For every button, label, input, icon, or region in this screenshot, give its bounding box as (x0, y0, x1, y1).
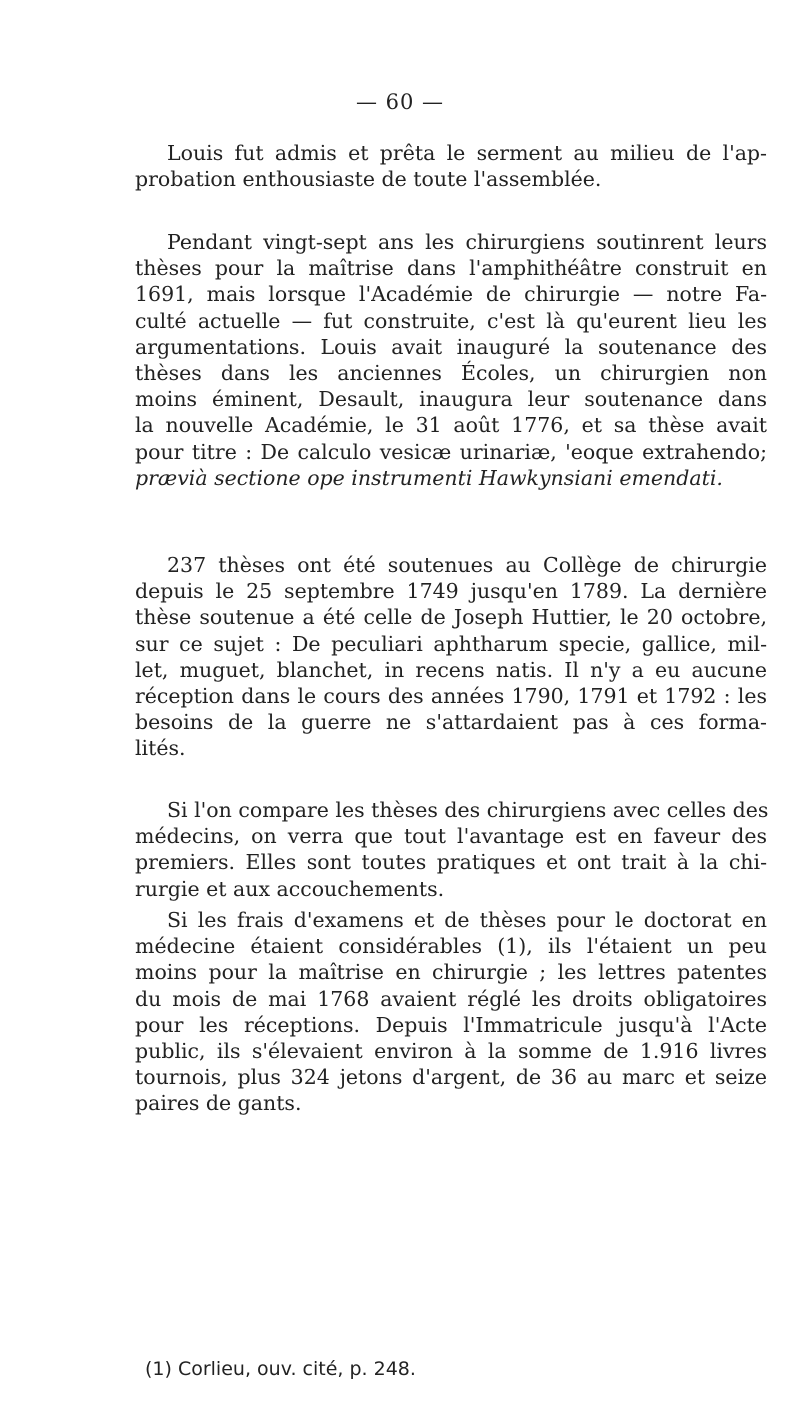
paragraph-line: rurgie et aux accouchements. (135, 876, 445, 901)
paragraph-line: let, muguet, blanchet, in recens natis. Il n'y a eu aucune (135, 657, 767, 682)
paragraph-line: Pendant vingt-sept ans les chirurgiens soutinrent leurs (167, 230, 767, 254)
paragraph-line: du mois de mai 1768 avaient réglé les droits obligatoires (135, 986, 767, 1011)
paragraph-line: pour titre : De calculo vesicæ urinariæ, 'eoque extrahendo; (135, 439, 767, 464)
page-number: — 60 — (355, 90, 445, 114)
paragraph-line: réception dans le cours des années 1790, 1791 et 1792 : les (135, 684, 767, 709)
paragraph-line: culté actuelle — fut construite, c'est là qu'eurent lieu les (135, 308, 767, 333)
paragraph-line: besoins de la guerre ne s'attardaient pas à ces forma- (135, 710, 767, 735)
paragraph-line: thèses dans les anciennes Écoles, un chirurgien non (135, 361, 767, 386)
paragraph-line: Louis fut admis et prêta le serment au milieu de l'ap- (167, 141, 767, 165)
paragraph-line: médecine étaient considérables (1), ils l'étaient un peu (135, 934, 767, 959)
paragraph-line: sur ce sujet : De peculiari aphtharum specie, gallice, mil- (135, 631, 767, 656)
paragraph-line: moins éminent, Desault, inaugura leur soutenance dans (135, 387, 767, 412)
paragraph-1 (135, 140, 767, 192)
footnote: (1) Corlieu, ouv. cité, p. 248. (145, 1358, 416, 1380)
paragraph-4 (135, 797, 767, 902)
paragraph-5 (135, 907, 767, 1117)
paragraph-line-italic: prævià sectione ope instrumenti Hawkynsiani emendati. (135, 465, 723, 490)
paragraph-line: tournois, plus 324 jetons d'argent, de 36 au marc et seize (135, 1065, 767, 1090)
paragraph-line: argumentations. Louis avait inauguré la soutenance des (135, 334, 767, 359)
paragraph-line: lités. (135, 736, 186, 761)
paragraph-line: médecins, on verra que tout l'avantage est en faveur des (135, 824, 767, 849)
paragraph-line: pour les réceptions. Depuis l'Immatricule jusqu'à l'Acte (135, 1012, 767, 1037)
paragraph-line: depuis le 25 septembre 1749 jusqu'en 1789. La dernière (135, 579, 767, 604)
paragraph-line: 237 thèses ont été soutenues au Collège de chirurgie (167, 553, 767, 577)
paragraph-line: la nouvelle Académie, le 31 août 1776, et sa thèse avait (135, 413, 767, 438)
paragraph-line: probation enthousiaste de toute l'assemblée. (135, 167, 602, 192)
paragraph-line: Si les frais d'examens et de thèses pour le doctorat en (167, 908, 767, 932)
paragraph-3 (135, 552, 767, 762)
paragraph-line: premiers. Elles sont toutes pratiques et ont trait à la chi- (135, 850, 767, 875)
paragraph-line: paires de gants. (135, 1091, 302, 1116)
paragraph-line: public, ils s'élevaient environ à la somme de 1.916 livres (135, 1039, 767, 1064)
paragraph-line: thèses pour la maîtrise dans l'amphithéâtre construit en (135, 256, 767, 281)
paragraph-line: moins pour la maîtrise en chirurgie ; les lettres patentes (135, 960, 767, 985)
paragraph-line: 1691, mais lorsque l'Académie de chirurgie — notre Fa- (135, 282, 767, 307)
paragraph-line: Si l'on compare les thèses des chirurgiens avec celles des (167, 798, 769, 822)
paragraph-2 (135, 229, 767, 491)
paragraph-line: thèse soutenue a été celle de Joseph Huttier, le 20 octobre, (135, 605, 767, 630)
